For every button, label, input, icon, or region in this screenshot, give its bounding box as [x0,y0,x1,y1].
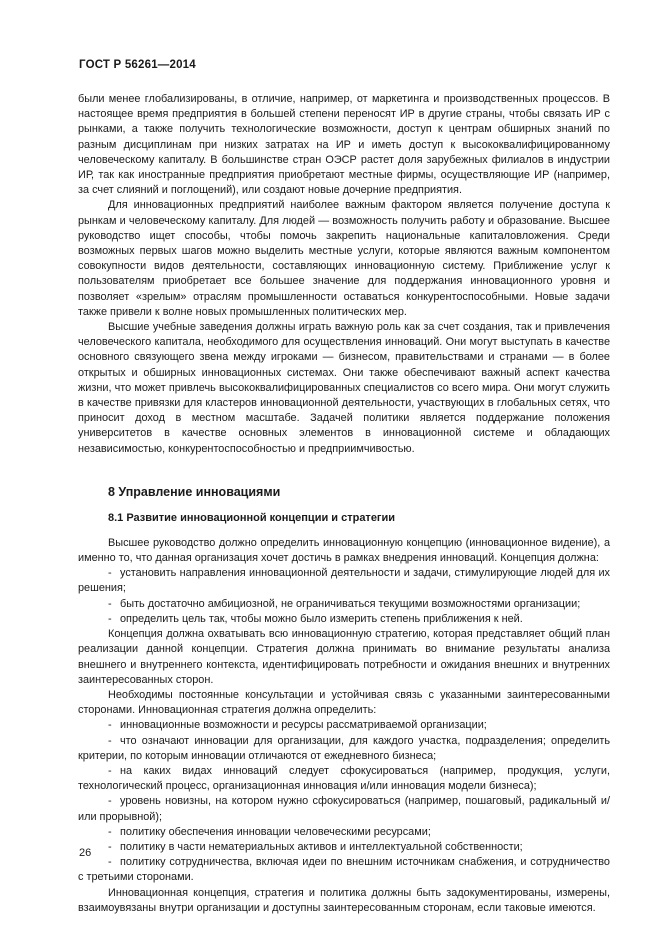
dash-bullet: - [108,856,112,869]
dash-bullet: - [108,840,112,853]
list-item [78,718,610,733]
page-number: 26 [79,847,92,859]
dash-bullet: - [108,567,112,580]
list-item-text: инновационные возможности и ресурсы рассматриваемой организации; [120,719,487,732]
section-heading: 8 Управление инновациями [108,484,281,499]
intro-paragraph: Для инновационных предприятий наиболее важным фактором является получение доступа к рынкам и человеческому капиталу. Для людей — возможность получить работу и образование. Высшее руководство ищет способы, чтобы помочь закрепить национальные капиталовложения. Среди возможных первых шагов можно выделить местные услуги, которые являются важным компонентом совокупности видов деятельности, составляющих инновационную систему. Приближение услуг к пользователям приобретает все большее значение для поддержания инновационного уровня и позволяет «зрелым» отраслям промышленности оставаться конкурентоспособными. Новые задачи также привели к волне новых промышленных политических мер. [78,199,610,318]
list-item-text: быть достаточно амбициозной, не ограничиваться текущими возможностями организации; [120,597,581,610]
list-item-text: политику в части нематериальных активов и интеллектуальной собственности; [120,840,523,853]
list-item-text: политику сотрудничества, включая идеи по внешним источникам снабжения, и сотрудничество с третьими сторонами. [78,856,610,884]
document-code-header: ГОСТ Р 56261—2014 [79,59,196,71]
dash-bullet: - [108,764,112,777]
list-item [78,612,610,627]
list-item-text: определить цель так, чтобы можно было измерить степень приближения к ней. [120,612,523,625]
dash-bullet: - [108,719,112,732]
paragraph: Необходимы постоянные консультации и устойчивая связь с указанными заинтересованными сторонами. Инновационная стратегия должна определить: [78,688,610,717]
list-item-text: на каких видах инноваций следует сфокусироваться (например, продукция, услуги, технологический процесс, организационная инновация и/или инновация модели бизнеса); [78,764,610,793]
list-item-text: политику обеспечения инновации человеческими ресурсами; [120,825,431,838]
list-item [78,825,610,840]
list-item [78,734,610,764]
intro-paragraph: были менее глобализированы, в отличие, например, от маркетинга и производственных процессов. В настоящее время предприятия в большей степени переносят ИР в другие страны, чтобы связать ИР с рынками, а также получить технологические возможности, доступ к центрам обширных знаний по разным дисциплинам при низких затратах на ИР и иметь доступ к высококвалифицированному человеческому капиталу. В большинстве стран ОЭСР растет доля зарубежных филиалов в индустрии ИР, так как иностранные предприятия приобретают местные фирмы, осуществляющие ИР (например, за счет слияний и поглощений), или создают новые дочерние предприятия. [78,93,610,197]
list-item [78,566,610,596]
list-item [78,764,610,794]
paragraph: Высшее руководство должно определить инновационную концепцию (инновационное видение), а именно то, что данная организация хочет достичь в рамках внедрения инноваций. Концепция должна: [78,536,610,565]
paragraph: Концепция должна охватывать всю инновационную стратегию, которая представляет общий план реализации данной концепции. Стратегия должна принимать во внимание результаты анализа внешнего и внутреннего контекста, идентифицировать потребности и ожидания внешних и внутренних заинтересованных сторон. [78,628,610,686]
list-item-text: установить направления инновационной деятельности и задачи, стимулирующие людей для их решения; [78,567,610,595]
list-item [78,794,610,824]
list-item [78,855,610,885]
dash-bullet: - [108,734,112,747]
list-item-text: уровень новизны, на котором нужно сфокусироваться (например, пошаговый, радикальный и/или прорывной); [78,795,610,823]
list-item [78,597,610,612]
dash-bullet: - [108,612,112,625]
page-body [78,92,610,916]
dash-bullet: - [108,795,112,808]
intro-paragraph: Высшие учебные заведения должны играть важную роль как за счет создания, так и привлечения человеческого капитала, необходимого для осуществления инноваций. Они могут выступать в качестве основного связующего звена между игроками — бизнесом, правительствами и странами — в более открытых и обширных инновационных системах. Они также обеспечивают важный аспект качества жизни, что может привлечь высококвалифицированных специалистов со всего мира. Они могут служить в качестве привязки для кластеров инновационной деятельности, участвующих в глобальных сетях, что приносит доход в местном масштабе. Задачей политики является поддержание положения университетов в качестве основных элементов в инновационной системе и обладающих независимостью, конкурентоспособностью и предприимчивостью. [78,321,610,455]
subsection-heading: 8.1 Развитие инновационной концепции и стратегии [108,511,396,524]
dash-bullet: - [108,597,112,610]
dash-bullet: - [108,825,112,838]
list-item [78,840,610,855]
list-item-text: что означают инновации для организации, для каждого участка, подразделения; определить критерии, по которым инновации отличаются от ежедневного бизнеса; [78,734,610,762]
paragraph: Инновационная концепция, стратегия и политика должны быть задокументированы, измерены, взаимоувязаны внутри организации и доступны заинтересованным сторонам, если таковые имеются. [78,886,610,914]
